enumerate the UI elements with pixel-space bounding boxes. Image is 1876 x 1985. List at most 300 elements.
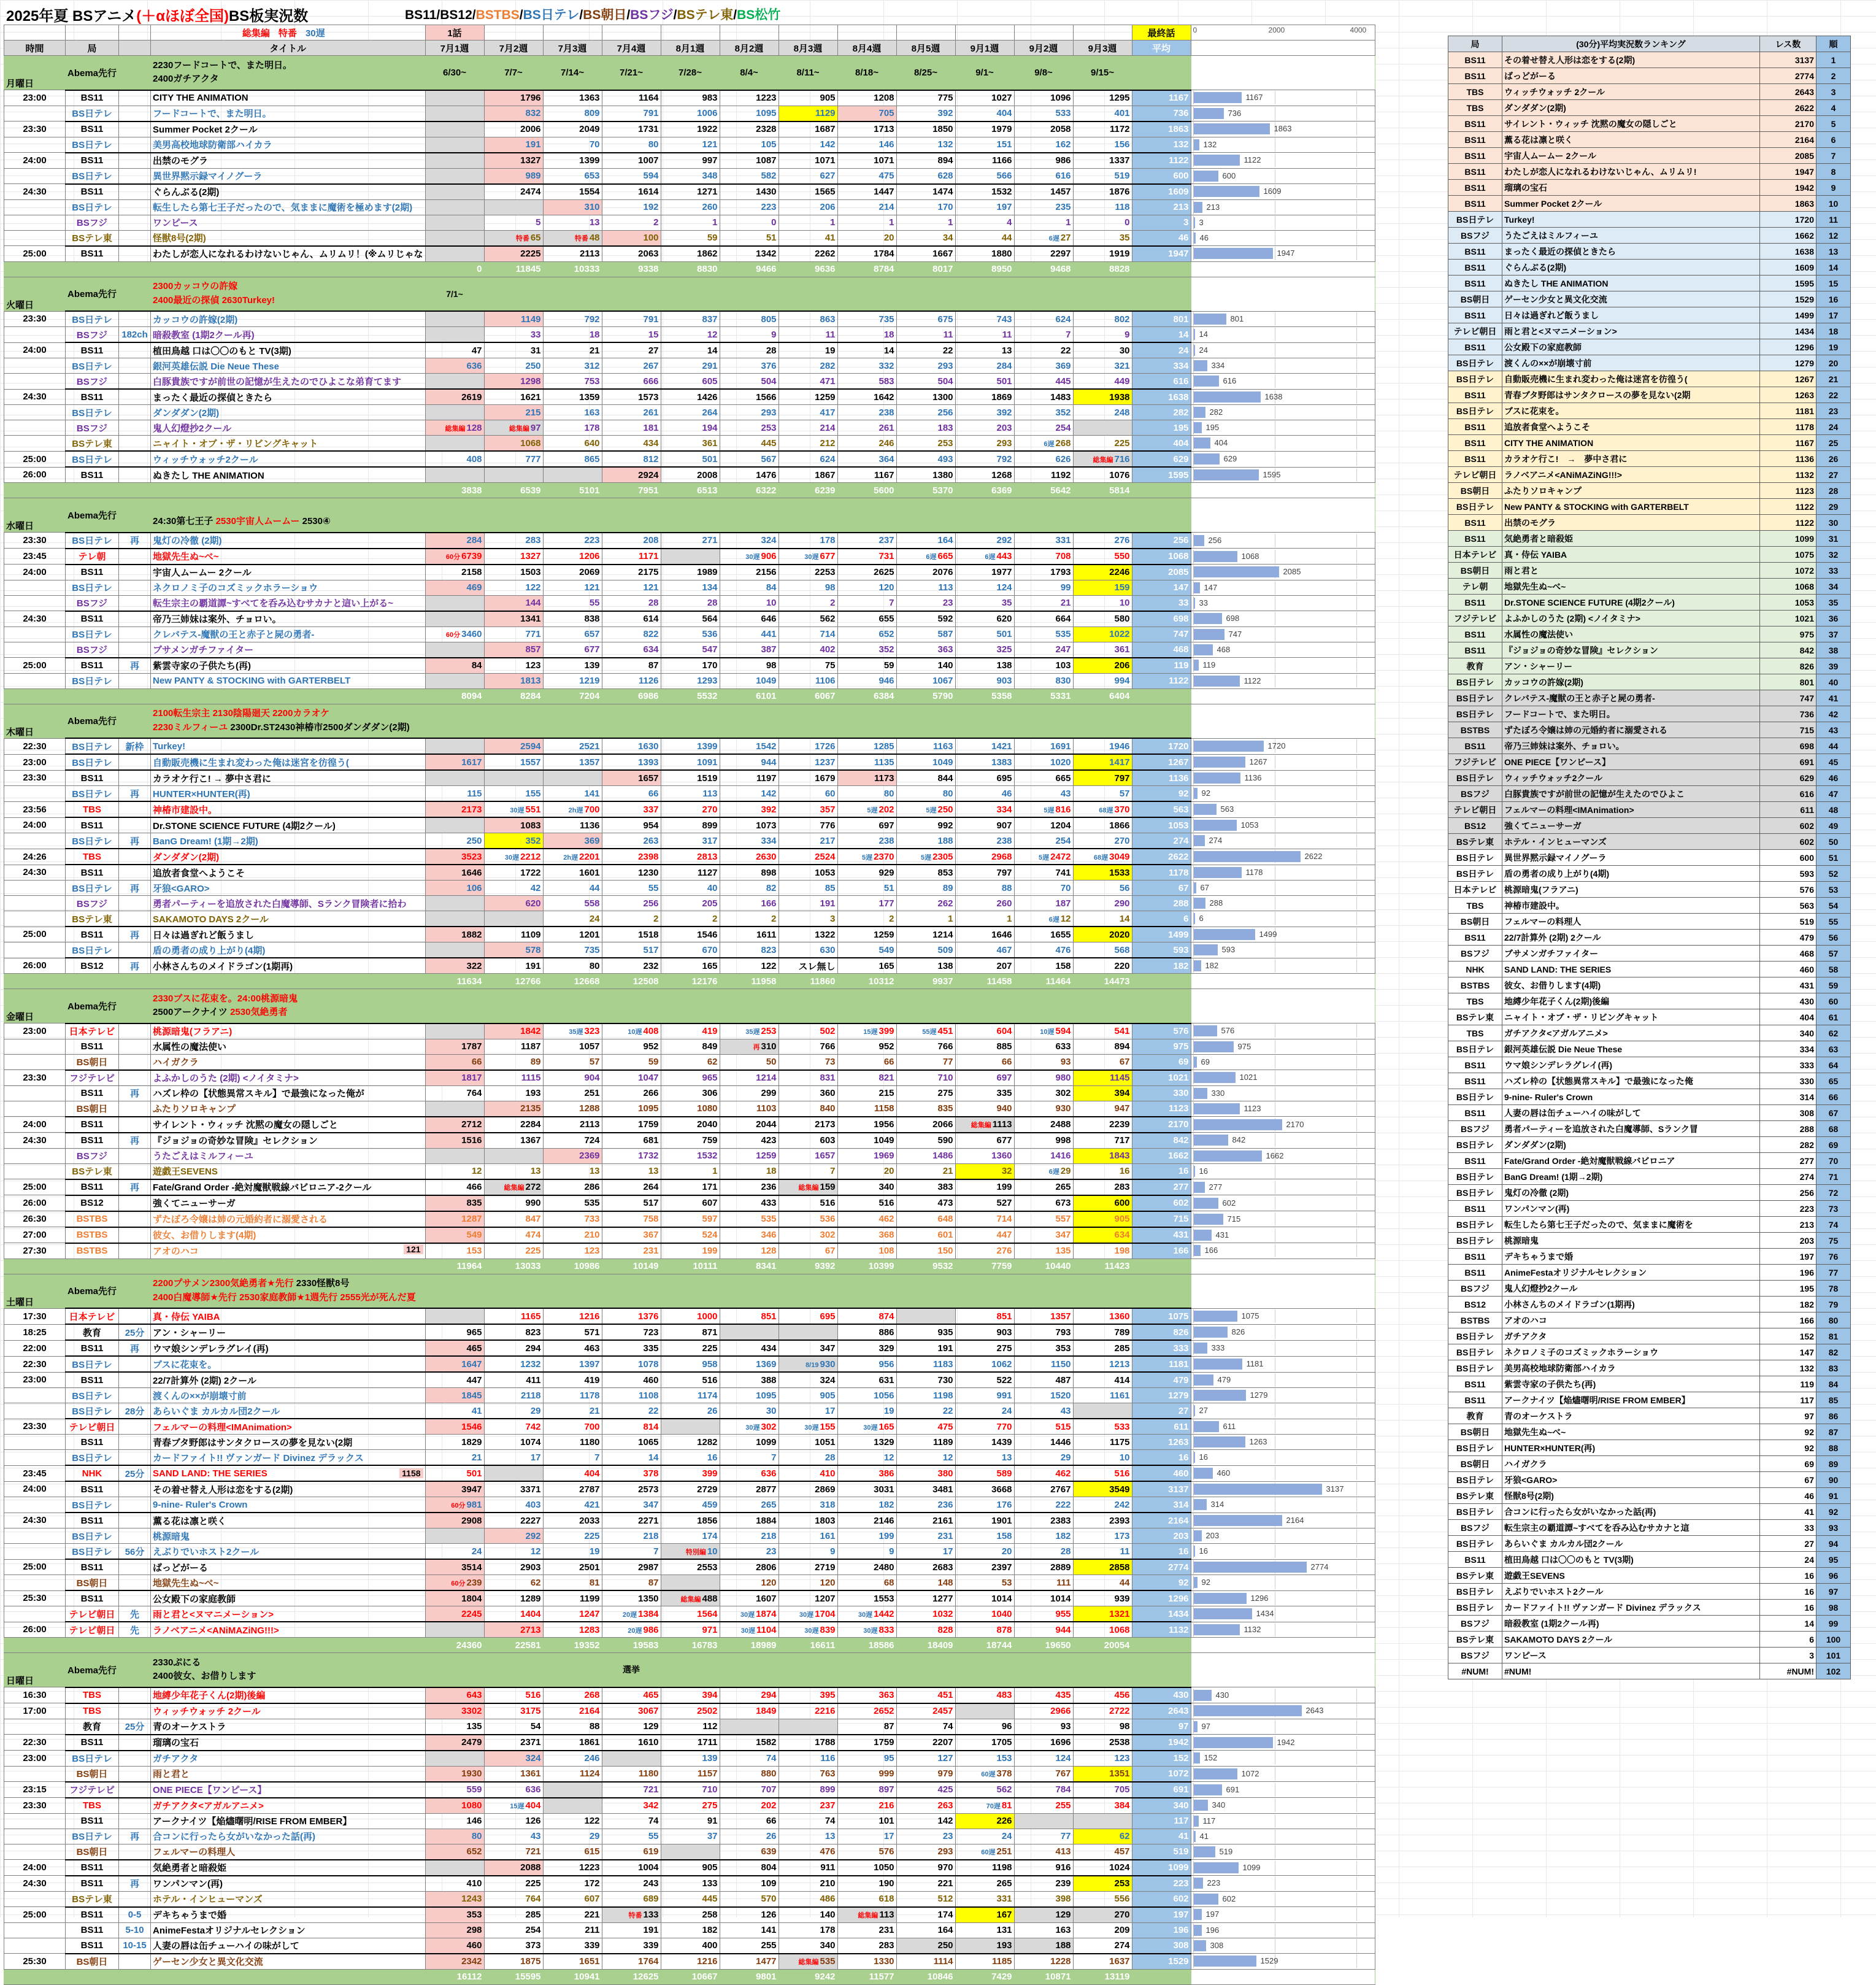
- ranking-channel-cell[interactable]: BS11: [1448, 52, 1502, 68]
- week-value-cell[interactable]: [425, 1148, 484, 1163]
- time-cell[interactable]: [4, 1813, 66, 1829]
- week-value-cell[interactable]: 2625: [837, 565, 896, 580]
- col-header-week[interactable]: 8月5週: [896, 40, 955, 56]
- tag-cell[interactable]: 先: [119, 1606, 151, 1622]
- week-value-cell[interactable]: 620: [955, 611, 1014, 627]
- day-total-cell[interactable]: 8830: [661, 261, 720, 277]
- average-cell[interactable]: 16: [1132, 1450, 1191, 1466]
- week-value-cell[interactable]: 16: [661, 1450, 720, 1466]
- week-value-cell[interactable]: 2246: [1073, 565, 1132, 580]
- week-value-cell[interactable]: 246: [543, 1751, 602, 1767]
- tag-cell[interactable]: [119, 451, 151, 467]
- ranking-channel-cell[interactable]: BS日テレ: [1448, 850, 1502, 866]
- week-value-cell[interactable]: 1187: [484, 1039, 543, 1054]
- title-cell[interactable]: その着せ替え人形は恋をする(2期): [151, 1481, 425, 1497]
- ranking-rank-cell[interactable]: 68: [1816, 1121, 1851, 1137]
- ranking-title-cell[interactable]: ワンパンマン(再): [1502, 1201, 1760, 1217]
- week-value-cell[interactable]: 212: [778, 436, 837, 452]
- day-total-cell[interactable]: 10333: [543, 261, 602, 277]
- week-value-cell[interactable]: 182: [1014, 1528, 1073, 1544]
- ranking-count-cell[interactable]: 2085: [1760, 148, 1816, 164]
- ranking-title-cell[interactable]: カードファイト!! ヴァンガード Divinez デラックス: [1502, 1600, 1760, 1616]
- average-cell[interactable]: 468: [1132, 642, 1191, 658]
- week-value-cell[interactable]: 7: [543, 1450, 602, 1466]
- week-value-cell[interactable]: 342: [602, 1798, 661, 1814]
- week-value-cell[interactable]: 1565: [778, 184, 837, 200]
- time-cell[interactable]: 23:00: [4, 1372, 66, 1388]
- tag-cell[interactable]: 先: [119, 1622, 151, 1638]
- week-value-cell[interactable]: 557: [1014, 1211, 1073, 1227]
- ranking-title-cell[interactable]: #NUM!: [1502, 1663, 1760, 1679]
- week-value-cell[interactable]: 13: [484, 1163, 543, 1179]
- ranking-count-cell[interactable]: 698: [1760, 738, 1816, 754]
- day-header-week-cell[interactable]: [543, 277, 602, 311]
- week-value-cell[interactable]: 670: [661, 942, 720, 958]
- week-value-cell[interactable]: 216: [837, 1798, 896, 1814]
- week-value-cell[interactable]: 74: [896, 1719, 955, 1735]
- week-value-cell[interactable]: 2787: [543, 1481, 602, 1497]
- week-value-cell[interactable]: 6遅 12: [1014, 911, 1073, 927]
- week-value-cell[interactable]: 1399: [543, 153, 602, 169]
- tag-cell[interactable]: [119, 801, 151, 817]
- week-value-cell[interactable]: 992: [896, 817, 955, 833]
- week-value-cell[interactable]: [543, 1782, 602, 1798]
- week-value-cell[interactable]: 604: [955, 1023, 1014, 1039]
- ranking-title-cell[interactable]: 鬼人幻燈抄2クール: [1502, 1281, 1760, 1297]
- channel-cell[interactable]: TBS: [66, 849, 119, 865]
- day-header-week-cell[interactable]: [837, 989, 896, 1023]
- average-cell[interactable]: 747: [1132, 626, 1191, 642]
- week-value-cell[interactable]: 1979: [955, 121, 1014, 137]
- time-cell[interactable]: [4, 199, 66, 215]
- week-value-cell[interactable]: 1247: [543, 1606, 602, 1622]
- week-value-cell[interactable]: 946: [837, 673, 896, 688]
- week-value-cell[interactable]: 516: [837, 1195, 896, 1211]
- week-value-cell[interactable]: 98: [778, 580, 837, 595]
- week-value-cell[interactable]: 2371: [484, 1735, 543, 1751]
- week-value-cell[interactable]: 13: [955, 1450, 1014, 1466]
- week-value-cell[interactable]: 12: [837, 1450, 896, 1466]
- week-value-cell[interactable]: 2683: [896, 1559, 955, 1575]
- ranking-title-cell[interactable]: 地縛少年花子くん(2期)後編: [1502, 993, 1760, 1009]
- week-value-cell[interactable]: 57: [1073, 786, 1132, 802]
- week-value-cell[interactable]: [425, 215, 484, 230]
- ranking-count-cell[interactable]: 1720: [1760, 212, 1816, 228]
- week-value-cell[interactable]: [425, 374, 484, 390]
- week-value-cell[interactable]: 655: [837, 611, 896, 627]
- time-cell[interactable]: [4, 137, 66, 153]
- ranking-channel-cell[interactable]: BSフジ: [1448, 1648, 1502, 1663]
- week-value-cell[interactable]: 総集編 272: [484, 1179, 543, 1195]
- week-value-cell[interactable]: 10: [1073, 595, 1132, 611]
- week-value-cell[interactable]: 980: [1014, 1070, 1073, 1086]
- day-header-week-cell[interactable]: [602, 1274, 661, 1308]
- week-value-cell[interactable]: 253: [896, 436, 955, 452]
- week-value-cell[interactable]: 181: [602, 420, 661, 436]
- week-value-cell[interactable]: 1474: [896, 184, 955, 200]
- title-cell[interactable]: 渡くんの××が崩壊寸前: [151, 1388, 425, 1403]
- ranking-rank-cell[interactable]: 84: [1816, 1376, 1851, 1392]
- day-total-cell[interactable]: 22581: [484, 1638, 543, 1653]
- week-value-cell[interactable]: 223: [720, 199, 778, 215]
- average-cell[interactable]: 3: [1132, 215, 1191, 230]
- ranking-rank-cell[interactable]: 75: [1816, 1233, 1851, 1249]
- title-cell[interactable]: 自動販売機に生まれ変わった俺は迷宮を彷徨う(: [151, 754, 425, 770]
- title-cell[interactable]: 出禁のモグラ: [151, 153, 425, 169]
- week-value-cell[interactable]: 2889: [1014, 1559, 1073, 1575]
- day-header-week-cell[interactable]: [602, 989, 661, 1023]
- week-value-cell[interactable]: 986: [1014, 153, 1073, 169]
- week-value-cell[interactable]: 1554: [543, 184, 602, 200]
- channel-cell[interactable]: BS11: [66, 246, 119, 262]
- day-header-week-cell[interactable]: [661, 1274, 720, 1308]
- week-value-cell[interactable]: 501: [955, 374, 1014, 390]
- week-value-cell[interactable]: 1068: [484, 436, 543, 452]
- day-total-cell[interactable]: 7204: [543, 688, 602, 704]
- week-value-cell[interactable]: 1277: [896, 1590, 955, 1606]
- week-value-cell[interactable]: [484, 1465, 543, 1481]
- week-value-cell[interactable]: 814: [602, 1419, 661, 1435]
- week-value-cell[interactable]: 880: [720, 1766, 778, 1782]
- week-value-cell[interactable]: 601: [896, 1227, 955, 1243]
- week-value-cell[interactable]: 847: [484, 1211, 543, 1227]
- week-value-cell[interactable]: 1360: [955, 1148, 1014, 1163]
- week-value-cell[interactable]: 1696: [1014, 1735, 1073, 1751]
- week-value-cell[interactable]: 329: [837, 1340, 896, 1356]
- day-total-cell[interactable]: 10440: [1014, 1258, 1073, 1274]
- week-value-cell[interactable]: 54: [484, 1719, 543, 1735]
- day-notes[interactable]: [151, 498, 425, 533]
- channel-cell[interactable]: BS11: [66, 817, 119, 833]
- week-value-cell[interactable]: 1731: [602, 121, 661, 137]
- time-cell[interactable]: [4, 1435, 66, 1450]
- channel-cell[interactable]: BS11: [66, 467, 119, 483]
- week-value-cell[interactable]: 516: [484, 1687, 543, 1703]
- week-value-cell[interactable]: 983: [661, 90, 720, 106]
- channel-cell[interactable]: BS11: [66, 389, 119, 405]
- week-value-cell[interactable]: 2501: [543, 1559, 602, 1575]
- week-value-cell[interactable]: 797: [1073, 770, 1132, 786]
- week-value-cell[interactable]: 60分 3460: [425, 626, 484, 642]
- week-value-cell[interactable]: 70遅 81: [955, 1798, 1014, 1814]
- week-value-cell[interactable]: 400: [661, 1938, 720, 1954]
- week-value-cell[interactable]: 1557: [484, 754, 543, 770]
- ranking-count-cell[interactable]: 92: [1760, 1440, 1816, 1456]
- empty-cell[interactable]: [66, 1969, 119, 1984]
- week-value-cell[interactable]: 2479: [425, 1735, 484, 1751]
- day-header-week-cell[interactable]: 8/11~: [778, 56, 837, 90]
- empty-cell[interactable]: [4, 1969, 66, 1984]
- week-value-cell[interactable]: 263: [602, 833, 661, 849]
- ranking-channel-cell[interactable]: BS11: [1448, 180, 1502, 196]
- week-value-cell[interactable]: 445: [661, 1891, 720, 1907]
- day-header-week-cell[interactable]: [543, 704, 602, 738]
- week-value-cell[interactable]: 210: [543, 1227, 602, 1243]
- ranking-count-cell[interactable]: 1499: [1760, 307, 1816, 323]
- week-value-cell[interactable]: 1646: [425, 865, 484, 881]
- day-header-week-cell[interactable]: 8/4~: [720, 56, 778, 90]
- week-value-cell[interactable]: [425, 199, 484, 215]
- tag-cell[interactable]: [119, 1481, 151, 1497]
- average-cell[interactable]: 826: [1132, 1324, 1191, 1340]
- channel-cell[interactable]: フジテレビ: [66, 1782, 119, 1798]
- ranking-rank-cell[interactable]: 31: [1816, 531, 1851, 547]
- day-total-cell[interactable]: 0: [425, 261, 484, 277]
- title-cell[interactable]: 帝乃三姉妹は案外、チョロい。: [151, 611, 425, 627]
- week-value-cell[interactable]: 40: [661, 881, 720, 896]
- ranking-channel-cell[interactable]: TBS: [1448, 1025, 1502, 1041]
- week-value-cell[interactable]: 1214: [720, 1070, 778, 1086]
- week-value-cell[interactable]: 33: [484, 327, 543, 343]
- ranking-rank-cell[interactable]: 54: [1816, 898, 1851, 914]
- ranking-rank-cell[interactable]: 79: [1816, 1297, 1851, 1312]
- week-value-cell[interactable]: [425, 642, 484, 658]
- col-header-week[interactable]: 7月3週: [543, 40, 602, 56]
- week-value-cell[interactable]: 410: [778, 1465, 837, 1481]
- week-value-cell[interactable]: 603: [778, 1133, 837, 1149]
- ranking-title-cell[interactable]: えぶりでいホスト2クール: [1502, 1584, 1760, 1600]
- average-cell[interactable]: 1123: [1132, 1101, 1191, 1117]
- week-value-cell[interactable]: 103: [1014, 658, 1073, 674]
- week-value-cell[interactable]: 2063: [602, 246, 661, 262]
- week-value-cell[interactable]: 907: [955, 817, 1014, 833]
- week-value-cell[interactable]: 42: [484, 881, 543, 896]
- empty-cell[interactable]: [1132, 1969, 1191, 1984]
- day-header-week-cell[interactable]: [425, 989, 484, 1023]
- week-value-cell[interactable]: 805: [720, 311, 778, 327]
- time-cell[interactable]: 23:30: [4, 1070, 66, 1086]
- week-value-cell[interactable]: 265: [955, 1876, 1014, 1892]
- week-value-cell[interactable]: 1076: [1073, 467, 1132, 483]
- week-value-cell[interactable]: 12: [661, 327, 720, 343]
- week-value-cell[interactable]: 971: [661, 1622, 720, 1638]
- week-value-cell[interactable]: 68遅 3049: [1073, 849, 1132, 865]
- ranking-count-cell[interactable]: 3137: [1760, 52, 1816, 68]
- week-value-cell[interactable]: 636: [720, 1465, 778, 1481]
- ranking-count-cell[interactable]: 16: [1760, 1568, 1816, 1584]
- week-value-cell[interactable]: 60分 6739: [425, 549, 484, 565]
- ranking-rank-cell[interactable]: 28: [1816, 483, 1851, 499]
- week-value-cell[interactable]: 1533: [1073, 865, 1132, 881]
- week-value-cell[interactable]: 605: [661, 374, 720, 390]
- week-value-cell[interactable]: 435: [1014, 1687, 1073, 1703]
- ranking-rank-cell[interactable]: 24: [1816, 419, 1851, 435]
- time-cell[interactable]: 27:00: [4, 1227, 66, 1243]
- week-value-cell[interactable]: 1080: [425, 1798, 484, 1814]
- week-value-cell[interactable]: [484, 467, 543, 483]
- ranking-rank-cell[interactable]: 88: [1816, 1440, 1851, 1456]
- week-value-cell[interactable]: 274: [1073, 1938, 1132, 1954]
- channel-cell[interactable]: BSフジ: [66, 215, 119, 230]
- week-value-cell[interactable]: スレ無し: [778, 958, 837, 974]
- channel-cell[interactable]: BS11: [66, 865, 119, 881]
- week-value-cell[interactable]: 283: [484, 533, 543, 549]
- week-value-cell[interactable]: 285: [484, 1907, 543, 1923]
- week-value-cell[interactable]: 939: [1073, 1590, 1132, 1606]
- average-cell[interactable]: 1072: [1132, 1766, 1191, 1782]
- title-cell[interactable]: ダンダダン(2期): [151, 405, 425, 420]
- day-header-week-cell[interactable]: [955, 277, 1014, 311]
- week-value-cell[interactable]: 633: [1014, 1039, 1073, 1054]
- week-value-cell[interactable]: 1149: [484, 311, 543, 327]
- week-value-cell[interactable]: 275: [661, 1798, 720, 1814]
- week-value-cell[interactable]: 2480: [837, 1559, 896, 1575]
- week-value-cell[interactable]: 700: [543, 1419, 602, 1435]
- week-value-cell[interactable]: 1198: [955, 1860, 1014, 1876]
- ranking-count-cell[interactable]: 1609: [1760, 260, 1816, 276]
- average-cell[interactable]: 166: [1132, 1243, 1191, 1259]
- ranking-title-cell[interactable]: ゲーセン少女と異文化交流: [1502, 291, 1760, 307]
- ranking-rank-cell[interactable]: 4: [1816, 100, 1851, 116]
- week-value-cell[interactable]: 2619: [425, 389, 484, 405]
- day-header-week-cell[interactable]: [543, 989, 602, 1023]
- col-header-week[interactable]: 9月2週: [1014, 40, 1073, 56]
- ranking-title-cell[interactable]: 紫雲寺家の子供たち(再): [1502, 1376, 1760, 1392]
- week-value-cell[interactable]: 1610: [602, 1735, 661, 1751]
- ranking-title-cell[interactable]: 遊戯王SEVENS: [1502, 1568, 1760, 1584]
- week-value-cell[interactable]: 2: [661, 911, 720, 927]
- tag-cell[interactable]: [119, 1039, 151, 1054]
- channel-cell[interactable]: TBS: [66, 1687, 119, 1703]
- time-cell[interactable]: 23:30: [4, 311, 66, 327]
- week-value-cell[interactable]: 11: [896, 327, 955, 343]
- week-value-cell[interactable]: 541: [1073, 1023, 1132, 1039]
- week-value-cell[interactable]: 68遅 370: [1073, 801, 1132, 817]
- week-value-cell[interactable]: 1630: [602, 738, 661, 754]
- ranking-channel-cell[interactable]: BS日テレ: [1448, 1600, 1502, 1616]
- empty-cell[interactable]: [1132, 989, 1191, 1023]
- title-cell[interactable]: 勇者パーティーを追放された白魔導師、Sランク冒険者に拾わ: [151, 896, 425, 911]
- week-value-cell[interactable]: 98: [720, 658, 778, 674]
- time-cell[interactable]: 23:00: [4, 90, 66, 106]
- week-value-cell[interactable]: 1369: [720, 1356, 778, 1372]
- week-value-cell[interactable]: 851: [955, 1308, 1014, 1324]
- channel-cell[interactable]: BSフジ: [66, 327, 119, 343]
- ranking-count-cell[interactable]: 826: [1760, 658, 1816, 674]
- week-value-cell[interactable]: 13: [955, 342, 1014, 358]
- week-value-cell[interactable]: 30遅 1104: [720, 1622, 778, 1638]
- ranking-channel-cell[interactable]: BS日テレ: [1448, 371, 1502, 387]
- week-value-cell[interactable]: 1321: [1073, 1606, 1132, 1622]
- day-header-week-cell[interactable]: [955, 704, 1014, 738]
- week-value-cell[interactable]: 11: [955, 327, 1014, 343]
- week-value-cell[interactable]: 897: [837, 1782, 896, 1798]
- week-value-cell[interactable]: 146: [425, 1813, 484, 1829]
- ranking-rank-cell[interactable]: 64: [1816, 1057, 1851, 1073]
- week-value-cell[interactable]: 188: [1014, 1938, 1073, 1954]
- week-value-cell[interactable]: [661, 549, 720, 565]
- ranking-count-cell[interactable]: 747: [1760, 690, 1816, 706]
- week-value-cell[interactable]: 952: [602, 1039, 661, 1054]
- ranking-title-cell[interactable]: デキちゃうまで婚: [1502, 1249, 1760, 1265]
- week-value-cell[interactable]: 263: [896, 1798, 955, 1814]
- week-value-cell[interactable]: 203: [955, 420, 1014, 436]
- empty-cell[interactable]: [66, 483, 119, 498]
- week-value-cell[interactable]: 1342: [720, 246, 778, 262]
- ranking-channel-cell[interactable]: BS11: [1448, 419, 1502, 435]
- week-value-cell[interactable]: 188: [896, 833, 955, 849]
- empty-cell[interactable]: [1132, 974, 1191, 989]
- week-value-cell[interactable]: 1173: [837, 770, 896, 786]
- week-value-cell[interactable]: 30遅 2212: [484, 849, 543, 865]
- day-header-week-cell[interactable]: [720, 989, 778, 1023]
- average-cell[interactable]: 308: [1132, 1938, 1191, 1954]
- day-total-cell[interactable]: 16112: [425, 1969, 484, 1984]
- week-value-cell[interactable]: 823: [720, 942, 778, 958]
- week-value-cell[interactable]: 571: [543, 1324, 602, 1340]
- abema-label[interactable]: Abema先行: [66, 277, 119, 311]
- empty-cell[interactable]: [1132, 277, 1191, 311]
- average-cell[interactable]: 97: [1132, 1719, 1191, 1735]
- week-value-cell[interactable]: 392: [720, 801, 778, 817]
- week-value-cell[interactable]: 159: [1073, 580, 1132, 595]
- week-value-cell[interactable]: 630: [778, 942, 837, 958]
- week-value-cell[interactable]: 53: [955, 1575, 1014, 1591]
- ranking-channel-cell[interactable]: NHK: [1448, 962, 1502, 977]
- week-value-cell[interactable]: 1106: [778, 673, 837, 688]
- week-value-cell[interactable]: 844: [896, 770, 955, 786]
- week-value-cell[interactable]: 408: [425, 451, 484, 467]
- ranking-count-cell[interactable]: 256: [1760, 1185, 1816, 1201]
- week-value-cell[interactable]: 965: [425, 1324, 484, 1340]
- ranking-title-cell[interactable]: 帝乃三姉妹は案外、チョロい。: [1502, 738, 1760, 754]
- week-value-cell[interactable]: 2069: [543, 565, 602, 580]
- week-value-cell[interactable]: 1095: [602, 1101, 661, 1117]
- week-value-cell[interactable]: 2227: [484, 1513, 543, 1528]
- week-value-cell[interactable]: 1516: [425, 1133, 484, 1149]
- week-value-cell[interactable]: 1197: [720, 770, 778, 786]
- week-value-cell[interactable]: 1000: [661, 1308, 720, 1324]
- title-cell[interactable]: CITY THE ANIMATION: [151, 90, 425, 106]
- ranking-rank-cell[interactable]: 22: [1816, 387, 1851, 403]
- ranking-count-cell[interactable]: 6: [1760, 1632, 1816, 1648]
- week-value-cell[interactable]: 129: [1014, 1907, 1073, 1923]
- week-value-cell[interactable]: 1376: [602, 1308, 661, 1324]
- ranking-rank-cell[interactable]: 49: [1816, 818, 1851, 834]
- day-header-week-cell[interactable]: [896, 1653, 955, 1687]
- tag-cell[interactable]: [119, 770, 151, 786]
- week-value-cell[interactable]: 0: [720, 215, 778, 230]
- week-value-cell[interactable]: 1519: [661, 770, 720, 786]
- week-value-cell[interactable]: 242: [1073, 1497, 1132, 1513]
- week-value-cell[interactable]: 1882: [425, 927, 484, 942]
- week-value-cell[interactable]: 2: [602, 215, 661, 230]
- week-value-cell[interactable]: 2328: [720, 121, 778, 137]
- week-value-cell[interactable]: 346: [720, 1227, 778, 1243]
- ranking-channel-cell[interactable]: BS日テレ: [1448, 1089, 1502, 1105]
- time-cell[interactable]: [4, 1719, 66, 1735]
- week-value-cell[interactable]: 1520: [1014, 1388, 1073, 1403]
- week-value-cell[interactable]: 410: [425, 1876, 484, 1892]
- week-value-cell[interactable]: 793: [1014, 1324, 1073, 1340]
- title-cell[interactable]: 追放者食堂へようこそ: [151, 865, 425, 881]
- week-value-cell[interactable]: 636: [425, 358, 484, 374]
- average-cell[interactable]: 288: [1132, 896, 1191, 911]
- week-value-cell[interactable]: 18: [720, 1163, 778, 1179]
- week-value-cell[interactable]: 87: [602, 1575, 661, 1591]
- ranking-title-cell[interactable]: 鬼灯の冷徹 (2期): [1502, 1185, 1760, 1201]
- title-cell[interactable]: 彼女、お借りします(4期): [151, 1227, 425, 1243]
- day-header-week-cell[interactable]: [484, 277, 543, 311]
- title-cell[interactable]: アークナイツ【焔燼曙明/RISE FROM EMBER】: [151, 1813, 425, 1829]
- week-value-cell[interactable]: 120: [720, 1575, 778, 1591]
- tag-cell[interactable]: [119, 896, 151, 911]
- week-value-cell[interactable]: 615: [543, 1844, 602, 1860]
- week-value-cell[interactable]: 1183: [896, 1356, 955, 1372]
- day-header-week-cell[interactable]: [778, 277, 837, 311]
- week-value-cell[interactable]: 6遅 268: [1014, 436, 1073, 452]
- ranking-channel-cell[interactable]: BS日テレ: [1448, 1504, 1502, 1520]
